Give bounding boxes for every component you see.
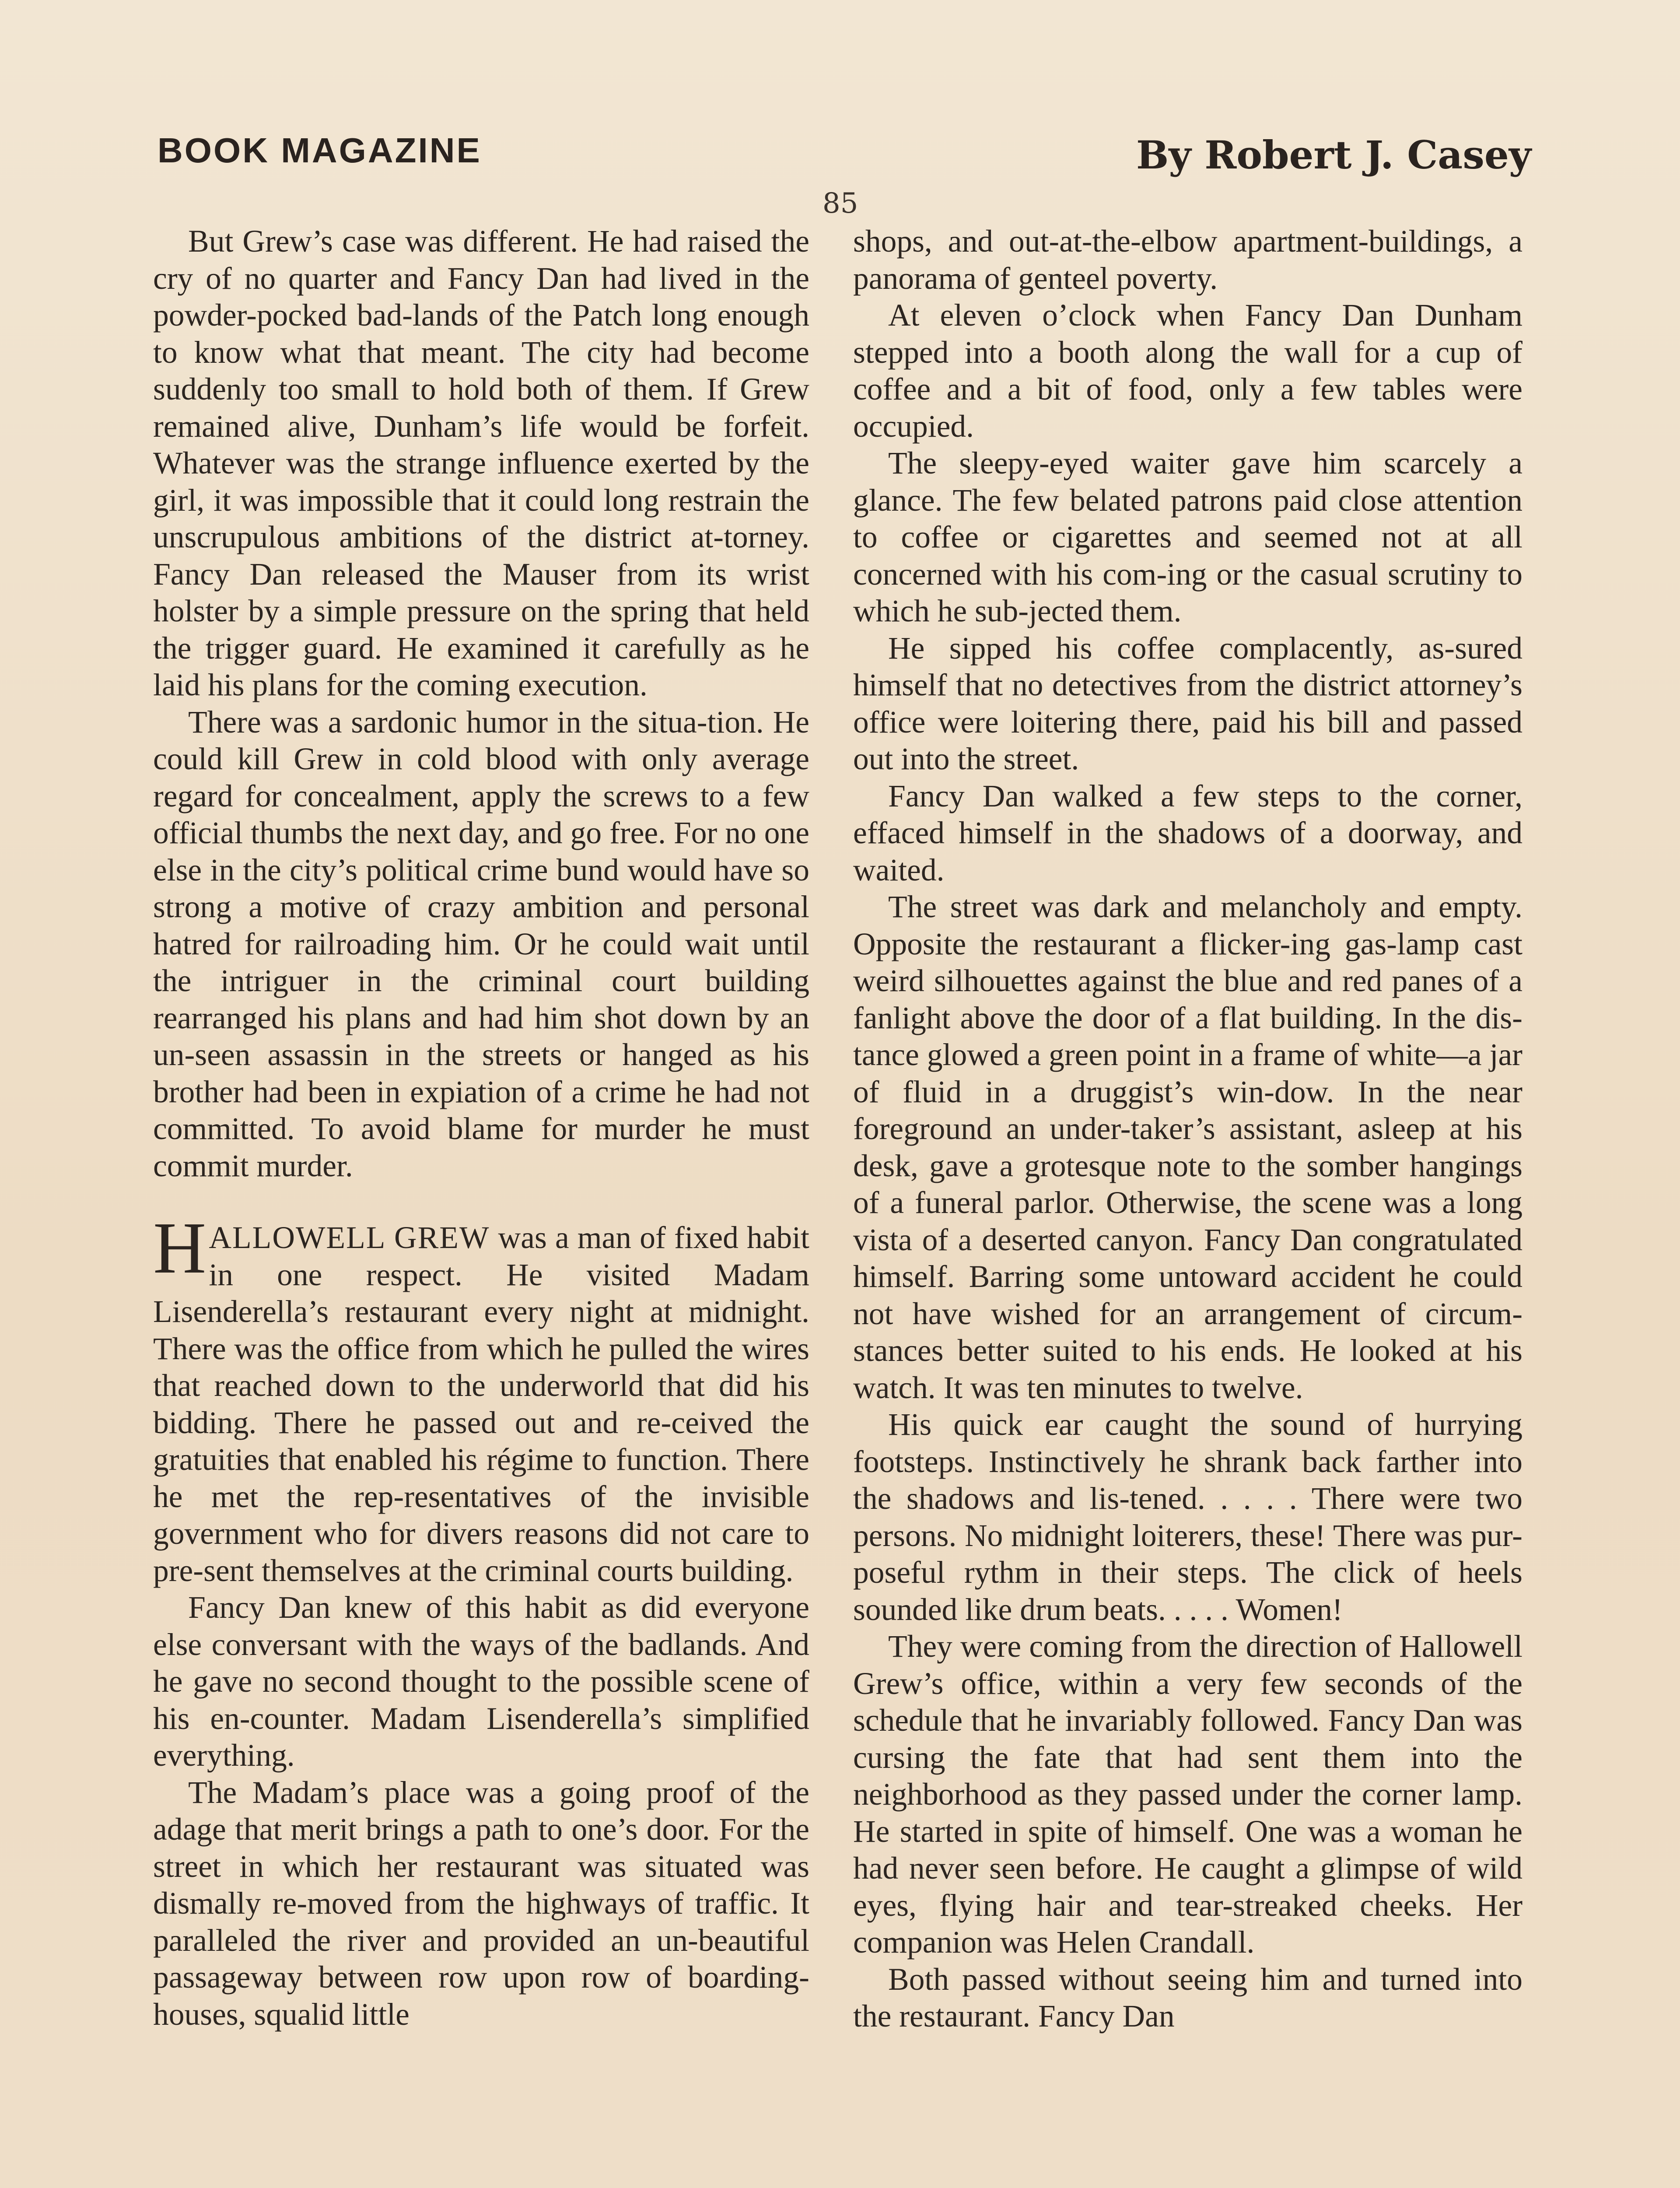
paragraph: His quick ear caught the sound of hurrying footsteps. Instinctively he shrank back farther into the shadows and lis-tened. . . . . There were two persons. No midnight loiterers, these! There was pur-poseful rythm in their steps. The click of heels sounded like drum beats. . . . . Women! xyxy=(853,1407,1522,1627)
paragraph: The sleepy-eyed waiter gave him scarcely a glance. The few belated patrons paid close attention to coffee or cigarettes and seemed not at all concerned with his com-ing or the casual scrutiny to which he sub-jected them. xyxy=(853,446,1522,628)
paragraph: There was a sardonic humor in the situa-tion. He could kill Grew in cold blood with only average regard for concealment, apply the screws to a few official thumbs the next day, and go free. For no one else in the city’s political crime bund would have so strong a motive of crazy ambition and personal hatred for railroading him. Or he could wait until the intriguer in the criminal court building rearranged his plans and had him shot down by an un-seen assassin in the streets or hanged as his brother had been in expiation of a crime he had not committed. To avoid blame for murder he must commit murder. xyxy=(153,705,809,1183)
magazine-title: BOOK MAGAZINE xyxy=(158,131,482,170)
paragraph: Fancy Dan knew of this habit as did everyone else conversant with the ways of the badlands. And he gave no second thought to the possible scene of his en-counter. Madam Lisenderella’s simplified everything. xyxy=(153,1590,809,1773)
right-column xyxy=(853,223,1522,2035)
paragraph: They were coming from the direction of Hallowell Grew’s office, within a very few seconds of the schedule that he invariably followed. Fancy Dan was cursing the fate that had sent them into the neighborhood as they passed under the corner lamp. He started in spite of himself. One was a woman he had never seen before. He caught a glimpse of wild eyes, flying hair and tear-streaked cheeks. Her companion was Helen Crandall. xyxy=(853,1629,1522,1960)
section-opening-paragraph xyxy=(153,1207,809,1589)
paragraph: Fancy Dan walked a few steps to the corner, effaced himself in the shadows of a doorway, and waited. xyxy=(853,778,1522,887)
section-break xyxy=(153,1185,809,1220)
left-column xyxy=(153,223,809,2033)
paragraph: The street was dark and melancholy and empty. Opposite the restaurant a flicker-ing gas-lamp cast weird silhouettes against the blue and red panes of a fanlight above the door of a flat building. In the dis-tance glowed a green point in a frame of white—a jar of fluid in a druggist’s win-dow. In the near foreground an under-taker’s assistant, asleep at his desk, gave a grotesque note to the somber hangings of a funeral parlor. Otherwise, the scene was a long vista of a deserted canyon. Fancy Dan congratulated himself. Barring some untoward accident he could not have wished for an arrangement of circum-stances better suited to his ends. He looked at his watch. It was ten minutes to twelve. xyxy=(853,890,1522,1405)
author-byline: By Robert J. Casey xyxy=(1136,132,1531,178)
drop-cap: H xyxy=(153,1207,206,1289)
paragraph: He sipped his coffee complacently, as-sured himself that no detectives from the district attorney’s office were loitering there, paid his bill and passed out into the street. xyxy=(853,631,1522,776)
paragraph: Both passed without seeing him and turned into the restaurant. Fancy Dan xyxy=(853,1962,1522,2034)
page-number: 85 xyxy=(822,187,858,220)
small-caps-lead: ALLOWELL GREW xyxy=(209,1220,490,1255)
paragraph-text: was a man of fixed habit in one respect. He visited Madam Lisenderella’s restaurant every night at midnight. There was the office from which he pulled the wires that reached down to the underworld that did his bidding. There he passed out and re-ceived the gratuities that enabled his régime to function. There he met the rep-resentatives of the invisible government who for divers reasons did not care to pre-sent themselves at the criminal courts building. xyxy=(153,1220,809,1588)
paragraph: The Madam’s place was a going proof of the adage that merit brings a path to one’s door. For the street in which her restaurant was situated was dismally re-moved from the highways of traffic. It paralleled the river and provided an un-beautiful passageway between row upon row of boarding-houses, squalid little xyxy=(153,1775,809,2032)
paragraph: At eleven o’clock when Fancy Dan Dunham stepped into a booth along the wall for a cup of coffee and a bit of food, only a few tables were occupied. xyxy=(853,298,1522,444)
paragraph: But Grew’s case was different. He had raised the cry of no quarter and Fancy Dan had lived in the powder-pocked bad-lands of the Patch long enough to know what that meant. The city had become suddenly too small to hold both of them. If Grew remained alive, Dunham’s life would be forfeit. Whatever was the strange influence exerted by the girl, it was impossible that it could long restrain the unscrupulous ambitions of the district at-torney. Fancy Dan released the Mauser from its wrist holster by a simple pressure on the spring that held the trigger guard. He examined it carefully as he laid his plans for the coming execution. xyxy=(153,224,809,702)
paragraph: shops, and out-at-the-elbow apartment-buildings, a panorama of genteel poverty. xyxy=(853,224,1522,296)
